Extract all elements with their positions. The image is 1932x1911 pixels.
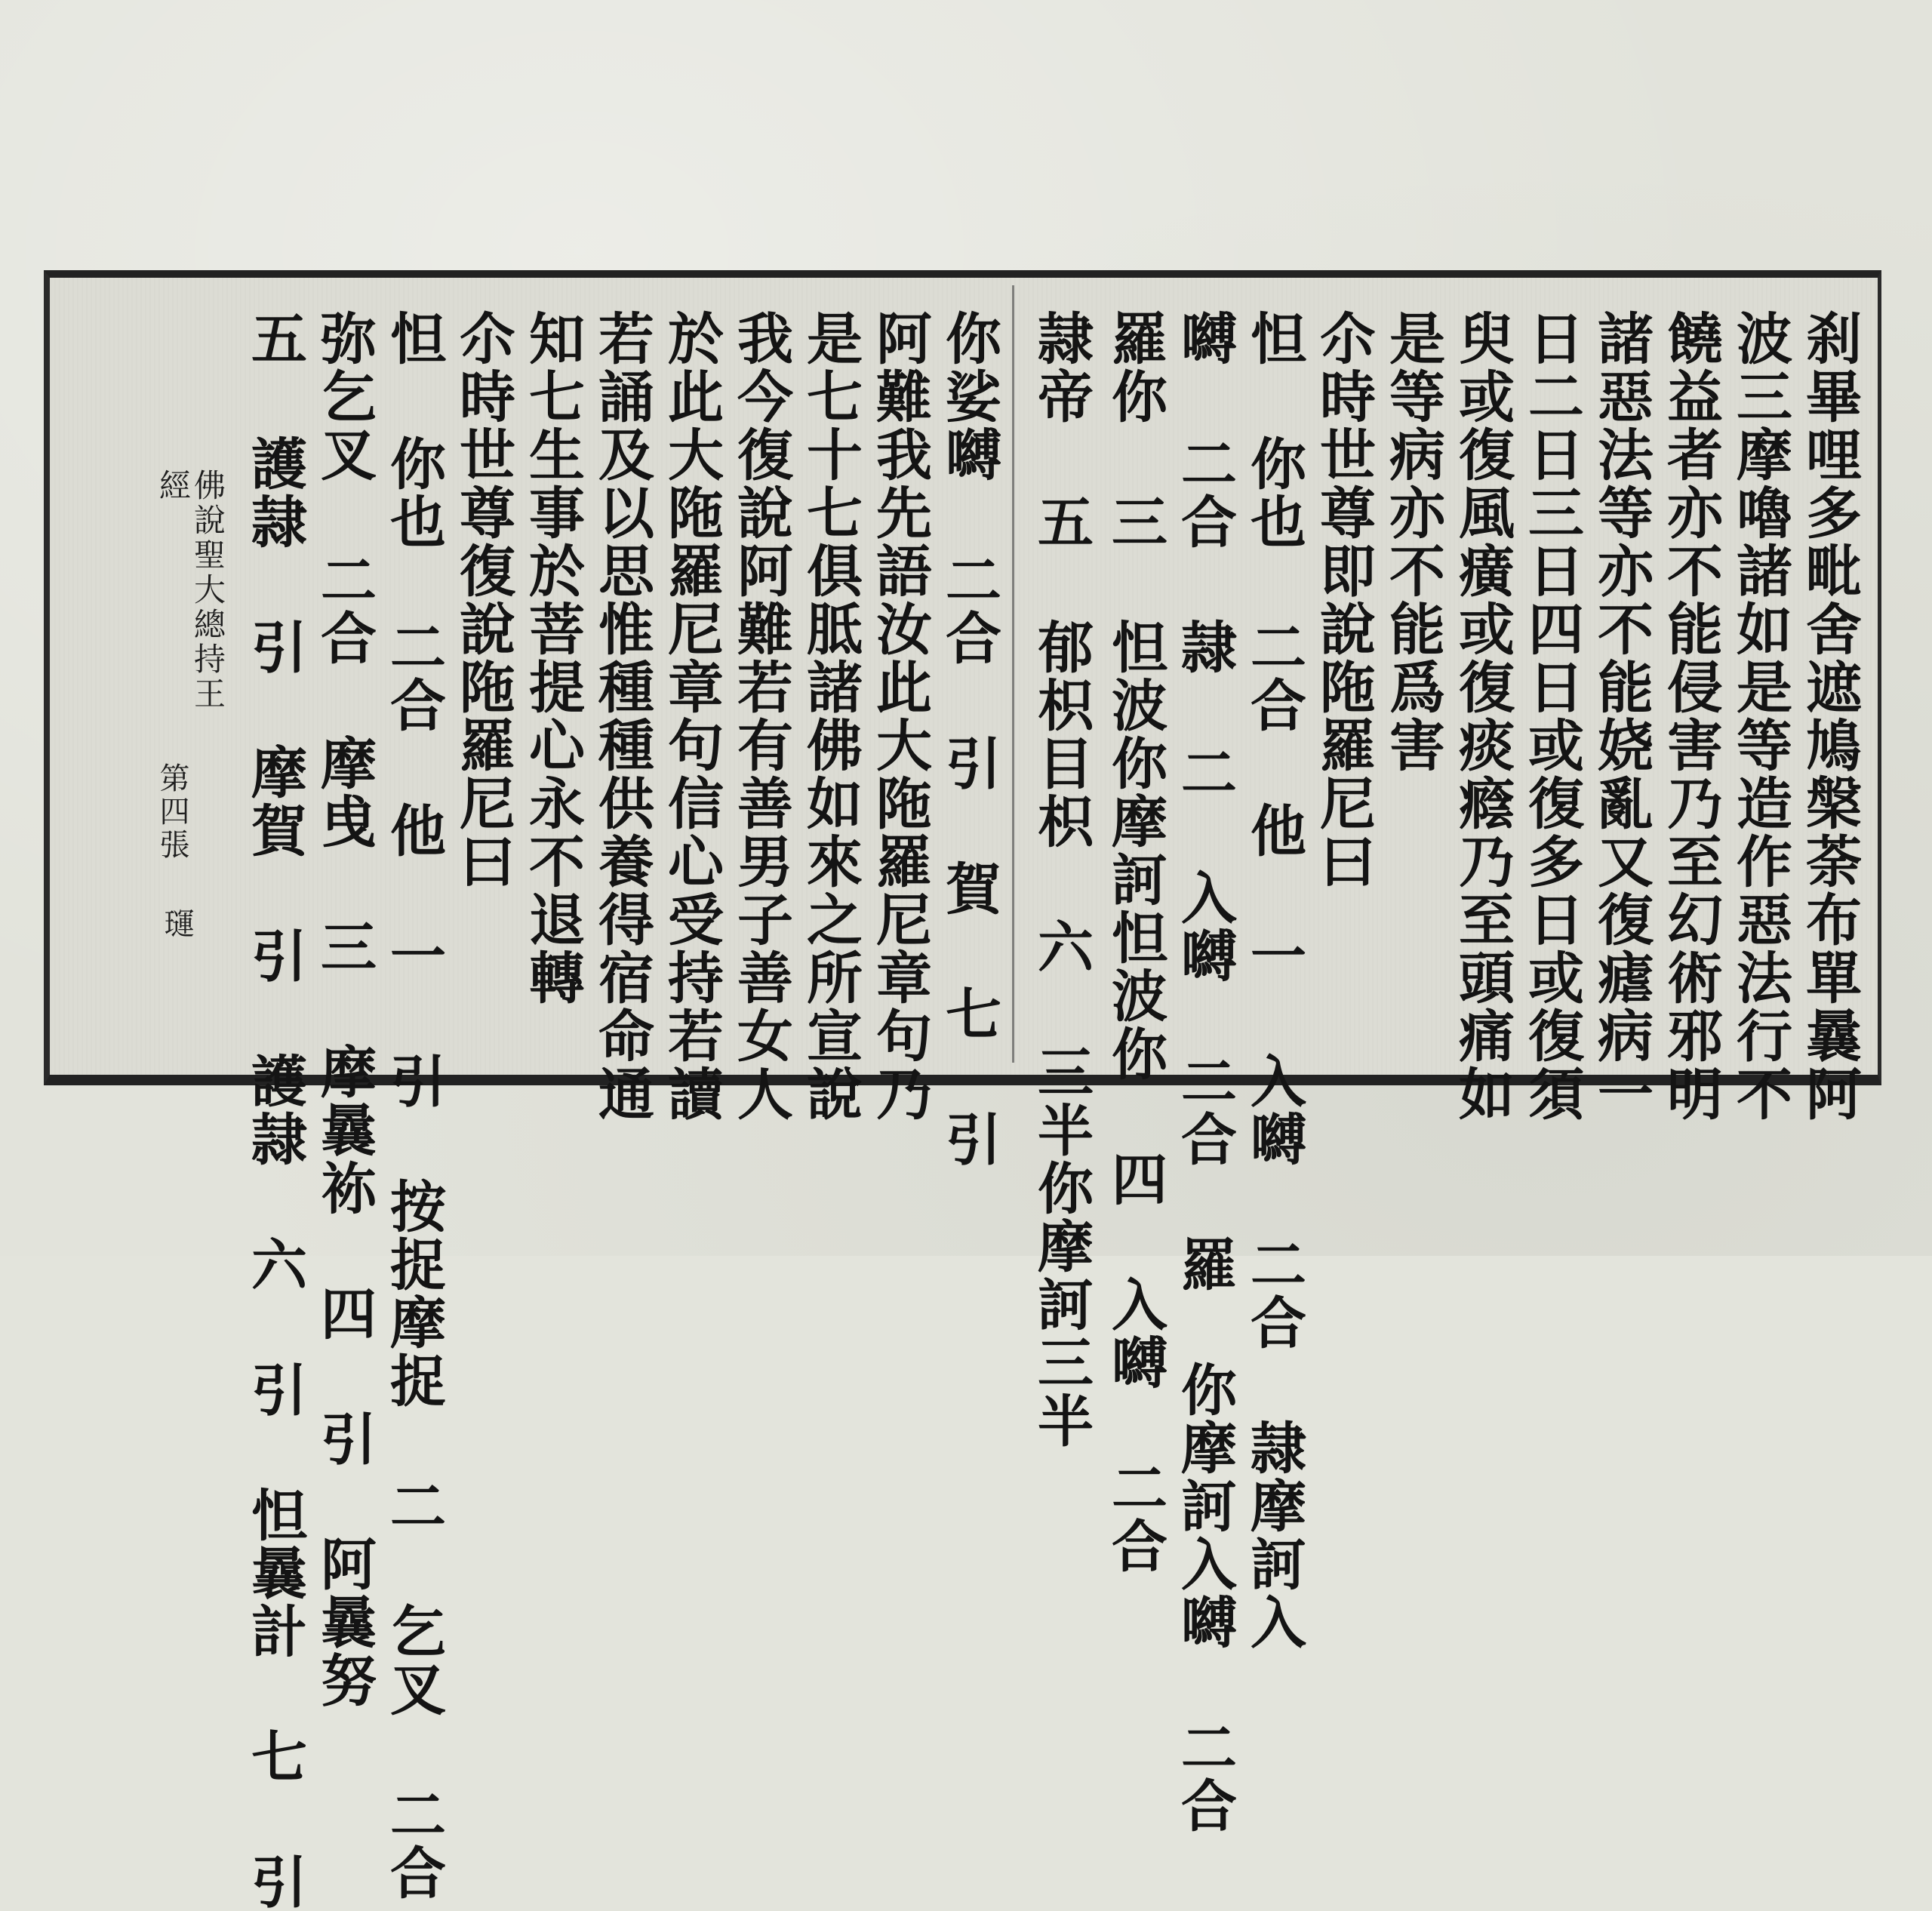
- text-column-17: 於此大陁羅尼章句信心受持若讀: [659, 309, 724, 1123]
- text-column-15: 是七十七俱胝諸佛如來之所宣說: [798, 309, 863, 1123]
- text-column-13: 你娑嚩 二合 引 賀 七 引: [937, 309, 1001, 1168]
- text-column-1: 刹畢哩多毗舍遮鳩槃荼布單曩阿: [1797, 309, 1862, 1123]
- text-column-4: 諸惡法等亦不能娆亂又復瘧病一: [1589, 309, 1654, 1123]
- text-column-5: 日二日三日四日或復多日或復須: [1519, 309, 1584, 1123]
- text-column-6: 臾或復風癀或復痰癊乃至頭痛如: [1450, 309, 1515, 1123]
- carver-mark: 璭: [159, 908, 194, 938]
- sutra-title: 佛說聖大總持王經: [155, 469, 226, 712]
- margin-page-area: [140, 761, 189, 882]
- text-column-10: 嚩 二合 隷 二 入嚩 二合 羅 你摩訶入嚩 二合: [1172, 309, 1237, 1835]
- page-number: 第四張: [155, 762, 189, 862]
- text-column-7: 是等病亦不能爲害: [1380, 309, 1445, 774]
- text-column-18: 若誦及以思惟種種供養得宿命通: [589, 309, 654, 1123]
- text-column-21: 怛 你也 二合 他 一 引 按捉摩捉 二 乞叉 二合: [381, 309, 446, 1902]
- text-column-11: 羅你 三 怛波你摩訶怛波你 四 入嚩 二合: [1103, 309, 1168, 1575]
- text-column-20: 尒時世尊復說陁羅尼曰: [451, 309, 515, 891]
- column-divider-line: [1012, 285, 1014, 1063]
- text-column-22: 弥乞叉 二合 摩曵 三 摩曩袮 四 引 阿曩努: [312, 309, 377, 1709]
- text-column-3: 饒益者亦不能侵害乃至幻術邪明: [1658, 309, 1723, 1123]
- woodblock-frame: [44, 270, 1881, 1911]
- text-column-8: 尒時世尊即說陁羅尼曰: [1311, 309, 1376, 891]
- text-column-9: 怛 你也 二合 他 一 入嚩 二合 隷摩訶入: [1241, 309, 1306, 1651]
- text-column-2: 波三摩嚕諸如是等造作惡法行不: [1727, 309, 1792, 1123]
- text-column-12: 隷帝 五 郁枳目枳 六 三半你摩訶三半: [1029, 309, 1094, 1450]
- text-column-16: 我今復說阿難若有善男子善女人: [728, 309, 793, 1123]
- margin-title-area: [140, 463, 226, 734]
- text-column-19: 知七生事於菩提心永不退轉: [520, 309, 585, 1007]
- text-column-14: 阿難我先語汝此大陁羅尼章句乃: [867, 309, 932, 1123]
- text-column-23: 五 護隷 引 摩賀 引 護隷 六 引 怛曩計 七 引: [242, 309, 307, 1911]
